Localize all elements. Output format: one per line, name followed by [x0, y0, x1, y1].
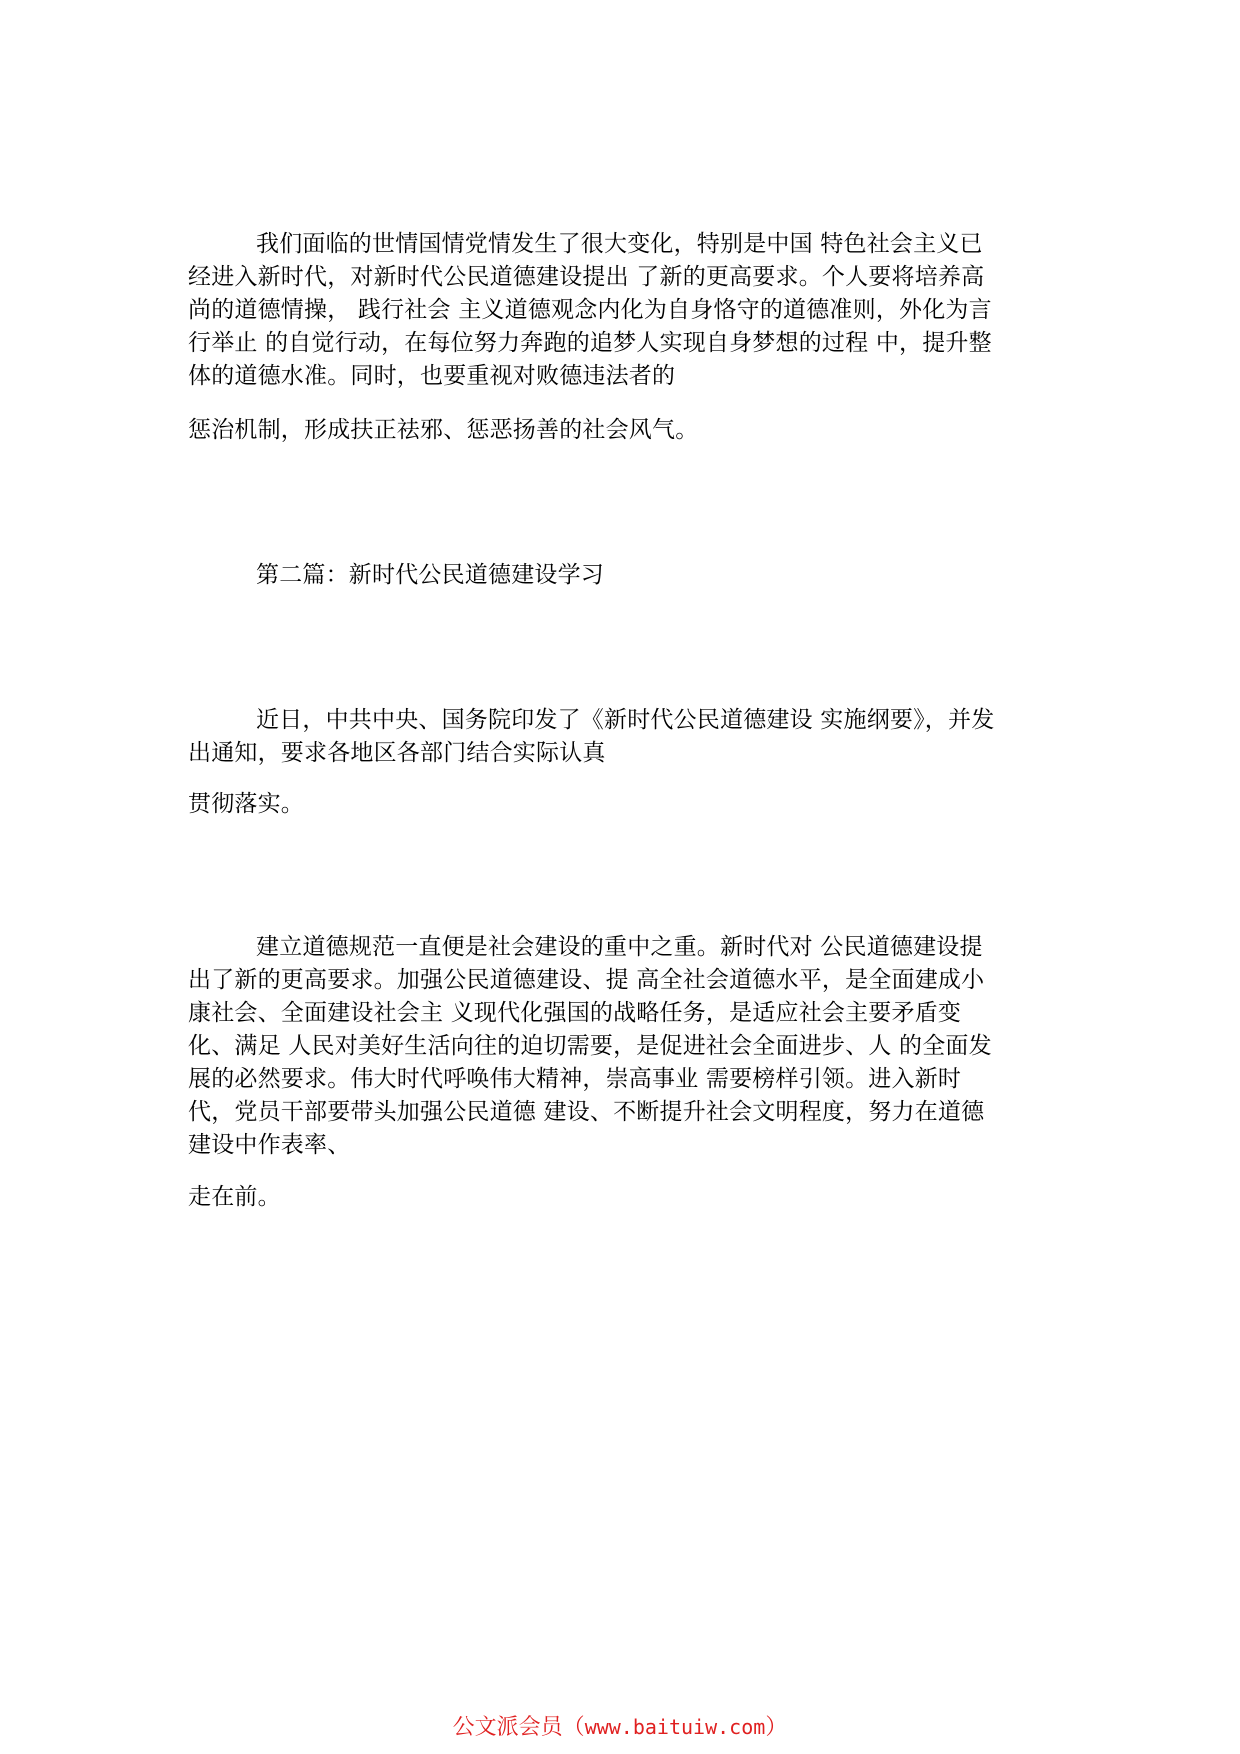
paragraph-2-line-2: 出通知，要求各地区各部门结合实际认真: [188, 740, 606, 766]
footer-close: ）: [765, 1715, 788, 1740]
paragraph-3-line-7: 建设中作表率、: [188, 1132, 351, 1158]
paragraph-1-line-4: 行举止 的自觉行动，在每位努力奔跑的追梦人实现自身梦想的过程 中，提升整: [188, 330, 992, 356]
paragraph-1-line-3: 尚的道德情操， 践行社会 主义道德观念内化为自身恪守的道德准则，外化为言: [188, 297, 992, 323]
footer-watermark: [0, 1712, 1240, 1743]
paragraph-2-line-1: 近日，中共中央、国务院印发了《新时代公民道德建设 实施纲要》，并发: [256, 707, 995, 733]
paragraph-3-line-5: 展的必然要求。伟大时代呼唤伟大精神，崇高事业 需要榜样引领。进入新时: [188, 1066, 962, 1092]
paragraph-1-tail: 惩治机制，形成扶正祛邪、惩恶扬善的社会风气。: [188, 417, 699, 443]
footer-label: 公文派会员（: [452, 1715, 585, 1740]
paragraph-1-line-5: 体的道德水准。同时，也要重视对败德违法者的: [188, 363, 676, 389]
paragraph-3-tail: 走在前。: [188, 1184, 281, 1210]
footer-url[interactable]: www.baituiw.com: [584, 1715, 766, 1739]
paragraph-3-line-6: 代，党员干部要带头加强公民道德 建设、不断提升社会文明程度，努力在道德: [188, 1099, 985, 1125]
paragraph-3-line-2: 出了新的更高要求。加强公民道德建设、提 高全社会道德水平，是全面建成小: [188, 967, 985, 993]
paragraph-2-tail: 贯彻落实。: [188, 791, 304, 817]
paragraph-1-line-1: 我们面临的世情国情党情发生了很大变化，特别是中国 特色社会主义已: [256, 231, 983, 257]
section-heading: 第二篇：新时代公民道德建设学习: [256, 562, 604, 588]
paragraph-3-line-3: 康社会、全面建设社会主 义现代化强国的战略任务，是适应社会主要矛盾变: [188, 1000, 962, 1026]
paragraph-3-line-1: 建立道德规范一直便是社会建设的重中之重。新时代对 公民道德建设提: [256, 934, 983, 960]
paragraph-3-line-4: 化、满足 人民对美好生活向往的迫切需要，是促进社会全面进步、人 的全面发: [188, 1033, 992, 1059]
paragraph-1-line-2: 经进入新时代，对新时代公民道德建设提出 了新的更高要求。个人要将培养高: [188, 264, 985, 290]
